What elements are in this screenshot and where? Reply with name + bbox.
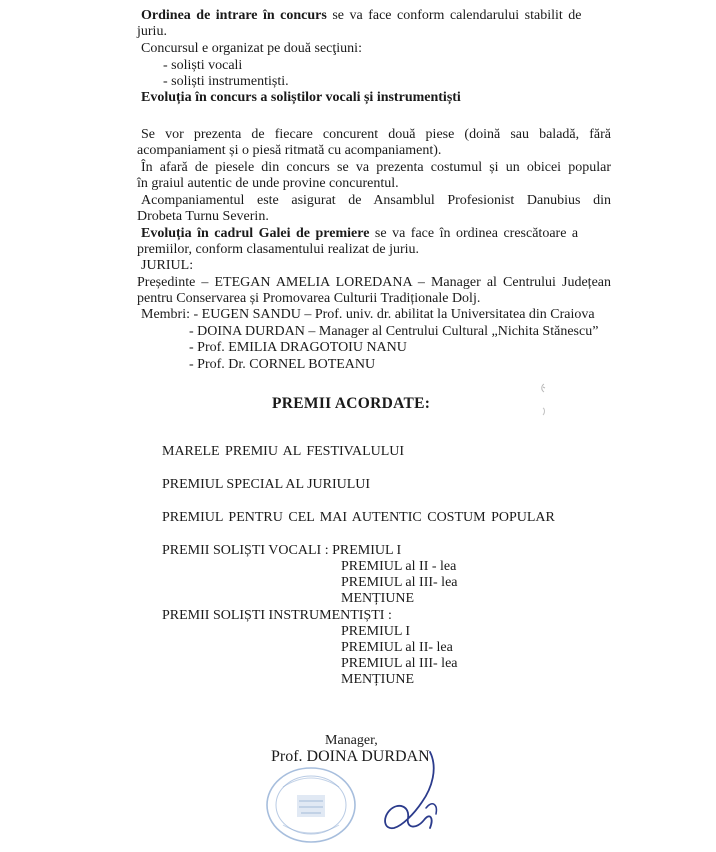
prize-vocal-label: PREMII SOLIȘTI VOCALI : PREMIUL I [162, 543, 402, 558]
prize-instr-label: PREMII SOLIȘTI INSTRUMENTIȘTI : [162, 608, 392, 623]
jury-member: - Prof. EMILIA DRAGOTOIU NANU [189, 340, 407, 355]
prize-instr-item: PREMIUL I [341, 624, 411, 639]
entry-order-bold: Ordinea de intrare în concurs [141, 8, 327, 23]
entry-order-line2: juriu. [137, 24, 167, 39]
prize-vocal-item: PREMIUL al II - lea [341, 559, 457, 574]
pieces-line1: Se vor prezenta de fiecare concurent două piese (doină sau baladă, fără [141, 127, 611, 142]
section-heading: Evoluția în concurs a soliștilor vocali și instrumentiști [141, 90, 461, 105]
margin-marks-icon [538, 380, 552, 422]
costume-line1: În afară de piesele din concurs se va prezenta costumul și un obicei popular [141, 160, 611, 175]
official-stamp-icon [263, 765, 359, 845]
signature-role: Manager, [325, 733, 378, 748]
gala-bold: Evoluția în cadrul Galei de premiere [141, 226, 370, 241]
signature-name: Prof. DOINA DURDAN [271, 748, 430, 765]
section-item-instrumental: - soliști instrumentiști. [163, 74, 289, 89]
prize-vocal-item: MENȚIUNE [341, 591, 415, 606]
gala-text: se va face în ordinea crescătoare a [369, 226, 579, 241]
gala-line2: premiilor, conform clasamentului realizat de juriu. [137, 242, 420, 257]
prize-vocal-item: PREMIUL al III- lea [341, 575, 458, 590]
costume-line2: în graiul autentic de unde provine concurentul. [137, 176, 399, 191]
prizes-title: PREMII ACORDATE: [272, 395, 431, 412]
pieces-line2: acompaniament și o piesă ritmată cu acompaniament). [137, 143, 442, 158]
jury-president-line2: pentru Conservarea și Promovarea Culturii Tradiționale Dolj. [137, 291, 481, 306]
handwritten-signature-icon [372, 748, 452, 840]
jury-president-line1: Președinte – ETEGAN AMELIA LOREDANA – Manager al Centrului Județean [137, 275, 611, 290]
accompaniment-line2: Drobeta Turnu Severin. [137, 209, 269, 224]
prize-costume: PREMIUL PENTRU CEL MAI AUTENTIC COSTUM POPULAR [162, 510, 555, 525]
jury-label: JURIUL: [141, 258, 194, 273]
jury-member: - Prof. Dr. CORNEL BOTEANU [189, 357, 376, 372]
entry-order-text: se va face conform calendarului stabilit de [326, 8, 582, 23]
prize-instr-item: PREMIUL al III- lea [341, 656, 458, 671]
gala-line1 [141, 226, 611, 243]
accompaniment-line1: Acompaniamentul este asigurat de Ansamblul Profesionist Danubius din [141, 193, 611, 208]
prize-instr-item: MENȚIUNE [341, 672, 415, 687]
section-item-vocal: - soliști vocali [163, 58, 243, 73]
prize-grand: MARELE PREMIU AL FESTIVALULUI [162, 444, 405, 459]
sections-intro: Concursul e organizat pe două secţiuni: [141, 41, 362, 56]
prize-special: PREMIUL SPECIAL AL JURIULUI [162, 477, 371, 492]
jury-member: Membri: - EUGEN SANDU – Prof. univ. dr. abilitat la Universitatea din Craiova [141, 307, 595, 322]
prize-instr-item: PREMIUL al II- lea [341, 640, 453, 655]
paragraph-entry-order [141, 8, 611, 25]
jury-member: - DOINA DURDAN – Manager al Centrului Cultural „Nichita Stănescu” [189, 324, 599, 339]
